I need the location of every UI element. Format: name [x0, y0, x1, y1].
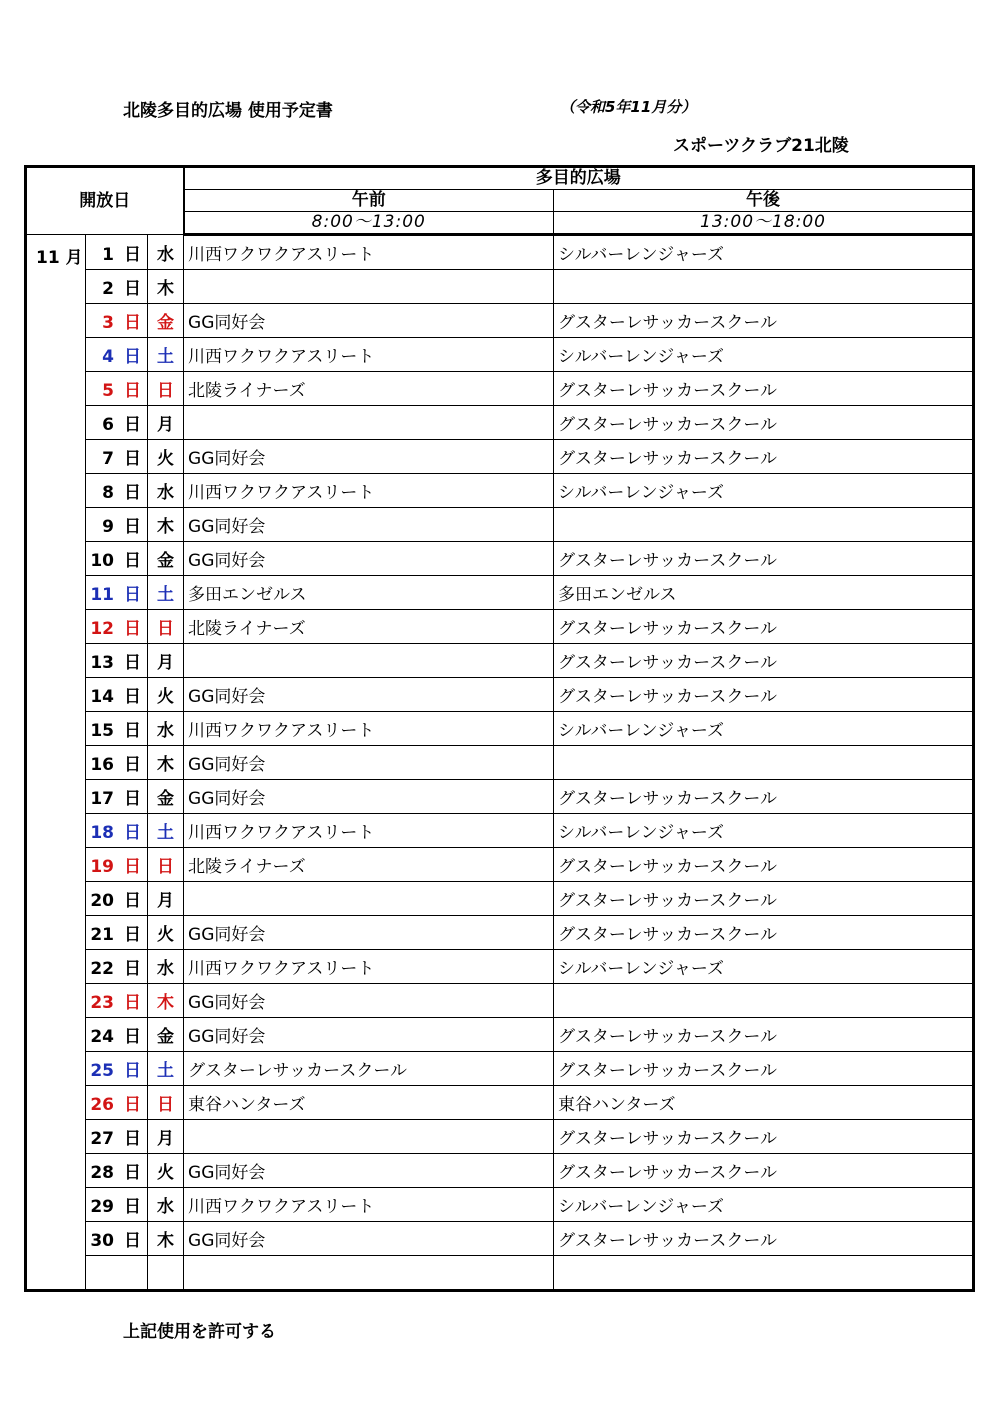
am-user-cell: GG同好会 — [184, 1018, 554, 1052]
weekday-cell: 金 — [148, 542, 184, 576]
day-cell — [86, 338, 148, 372]
weekday-cell: 月 — [148, 1120, 184, 1154]
day-cell — [86, 746, 148, 780]
pm-user-cell: グスターレサッカースクール — [554, 372, 974, 406]
am-user-cell: 北陵ライナーズ — [184, 610, 554, 644]
pm-user-cell: グスターレサッカースクール — [554, 1222, 974, 1256]
table-row — [26, 542, 974, 576]
am-user-cell: GG同好会 — [184, 916, 554, 950]
document-title: 北陵多目的広場 使用予定書 — [123, 101, 333, 121]
day-suffix: 日 — [124, 721, 141, 741]
am-user-cell: 川西ワクワクアスリート — [184, 950, 554, 984]
pm-user-cell: グスターレサッカースクール — [554, 1052, 974, 1086]
pm-user-cell: グスターレサッカースクール — [554, 542, 974, 576]
am-user-cell: GG同好会 — [184, 508, 554, 542]
field-header: 多目的広場 — [184, 167, 974, 190]
weekday-cell: 木 — [148, 984, 184, 1018]
day-number: 6 — [102, 415, 114, 435]
pm-user-cell: グスターレサッカースクール — [554, 916, 974, 950]
pm-header: 午後 — [554, 190, 974, 212]
am-header: 午前 — [184, 190, 554, 212]
am-user-cell — [184, 406, 554, 440]
table-row — [26, 644, 974, 678]
month-cell: 11 月 — [26, 235, 86, 1291]
day-cell — [86, 270, 148, 304]
table-row — [26, 1052, 974, 1086]
pm-user-cell: グスターレサッカースクール — [554, 644, 974, 678]
am-user-cell: GG同好会 — [184, 746, 554, 780]
day-number: 16 — [90, 755, 114, 775]
day-number: 4 — [102, 347, 114, 367]
schedule-body — [26, 235, 974, 1291]
weekday-cell: 水 — [148, 712, 184, 746]
pm-user-cell: グスターレサッカースクール — [554, 304, 974, 338]
table-row — [26, 984, 974, 1018]
pm-user-cell: グスターレサッカースクール — [554, 882, 974, 916]
day-number: 25 — [90, 1061, 114, 1081]
day-number: 24 — [90, 1027, 114, 1047]
day-cell — [86, 848, 148, 882]
day-cell — [86, 712, 148, 746]
weekday-cell: 日 — [148, 848, 184, 882]
table-row — [26, 338, 974, 372]
day-suffix: 日 — [124, 347, 141, 367]
day-number: 1 — [102, 244, 114, 265]
am-user-cell: GG同好会 — [184, 1222, 554, 1256]
day-number: 8 — [102, 483, 114, 503]
day-cell — [86, 304, 148, 338]
day-cell — [86, 780, 148, 814]
day-cell — [86, 406, 148, 440]
day-suffix: 日 — [124, 959, 141, 979]
day-suffix: 日 — [124, 551, 141, 571]
weekday-cell: 水 — [148, 1188, 184, 1222]
day-cell — [86, 474, 148, 508]
day-number: 17 — [90, 789, 114, 809]
day-cell — [86, 984, 148, 1018]
am-user-cell: GG同好会 — [184, 440, 554, 474]
weekday-cell: 水 — [148, 235, 184, 270]
am-user-cell — [184, 1256, 554, 1291]
weekday-cell: 日 — [148, 1086, 184, 1120]
weekday-cell: 火 — [148, 678, 184, 712]
day-cell — [86, 1018, 148, 1052]
weekday-cell: 木 — [148, 746, 184, 780]
am-user-cell: グスターレサッカースクール — [184, 1052, 554, 1086]
weekday-cell: 水 — [148, 950, 184, 984]
pm-user-cell: 多田エンゼルス — [554, 576, 974, 610]
table-row — [26, 372, 974, 406]
pm-user-cell: グスターレサッカースクール — [554, 848, 974, 882]
pm-user-cell: グスターレサッカースクール — [554, 1018, 974, 1052]
weekday-cell: 月 — [148, 882, 184, 916]
day-suffix: 日 — [124, 279, 141, 299]
am-user-cell: GG同好会 — [184, 542, 554, 576]
day-cell — [86, 1188, 148, 1222]
pm-user-cell: グスターレサッカースクール — [554, 440, 974, 474]
am-user-cell: GG同好会 — [184, 984, 554, 1018]
table-row — [26, 1018, 974, 1052]
day-number: 3 — [102, 313, 114, 333]
day-suffix: 日 — [124, 891, 141, 911]
table-row — [26, 576, 974, 610]
table-row — [26, 474, 974, 508]
day-cell — [86, 1052, 148, 1086]
pm-user-cell: グスターレサッカースクール — [554, 1120, 974, 1154]
pm-time-header: 13:00～18:00 — [554, 212, 974, 235]
approval-note: 上記使用を許可する — [123, 1322, 276, 1342]
day-cell — [86, 882, 148, 916]
pm-user-cell: シルバーレンジャーズ — [554, 712, 974, 746]
pm-user-cell: グスターレサッカースクール — [554, 1154, 974, 1188]
day-suffix: 日 — [124, 585, 141, 605]
day-number: 22 — [90, 959, 114, 979]
am-user-cell — [184, 270, 554, 304]
organization-name: スポーツクラブ21北陵 — [673, 136, 849, 156]
day-suffix: 日 — [124, 1163, 141, 1183]
pm-user-cell: シルバーレンジャーズ — [554, 1188, 974, 1222]
day-number: 28 — [90, 1163, 114, 1183]
am-user-cell: 川西ワクワクアスリート — [184, 814, 554, 848]
day-suffix: 日 — [124, 1095, 141, 1115]
weekday-cell: 土 — [148, 338, 184, 372]
am-user-cell: 多田エンゼルス — [184, 576, 554, 610]
weekday-cell: 日 — [148, 610, 184, 644]
day-cell — [86, 440, 148, 474]
table-row — [26, 1188, 974, 1222]
table-row — [26, 1086, 974, 1120]
kaiho-header: 開放日 — [26, 167, 184, 235]
day-number: 30 — [90, 1231, 114, 1251]
day-number: 15 — [90, 721, 114, 741]
day-cell — [86, 508, 148, 542]
day-suffix: 日 — [124, 1197, 141, 1217]
schedule-table — [24, 165, 975, 1292]
pm-user-cell: グスターレサッカースクール — [554, 610, 974, 644]
day-cell — [86, 542, 148, 576]
day-cell — [86, 1154, 148, 1188]
table-row — [26, 678, 974, 712]
table-row — [26, 1222, 974, 1256]
pm-user-cell: グスターレサッカースクール — [554, 780, 974, 814]
day-number: 14 — [90, 687, 114, 707]
day-suffix: 日 — [124, 687, 141, 707]
table-row — [26, 508, 974, 542]
am-user-cell — [184, 1120, 554, 1154]
day-cell — [86, 814, 148, 848]
weekday-cell: 土 — [148, 1052, 184, 1086]
am-user-cell: GG同好会 — [184, 1154, 554, 1188]
weekday-cell: 木 — [148, 508, 184, 542]
day-cell — [86, 644, 148, 678]
am-user-cell — [184, 644, 554, 678]
table-row — [26, 746, 974, 780]
day-number: 13 — [90, 653, 114, 673]
pm-user-cell: グスターレサッカースクール — [554, 406, 974, 440]
table-row — [26, 610, 974, 644]
weekday-cell: 土 — [148, 576, 184, 610]
weekday-cell: 火 — [148, 440, 184, 474]
table-row — [26, 406, 974, 440]
day-suffix: 日 — [124, 755, 141, 775]
table-row — [26, 882, 974, 916]
weekday-cell: 火 — [148, 916, 184, 950]
am-user-cell: 川西ワクワクアスリート — [184, 474, 554, 508]
weekday-cell: 土 — [148, 814, 184, 848]
weekday-cell: 木 — [148, 270, 184, 304]
pm-user-cell — [554, 270, 974, 304]
day-cell — [86, 1222, 148, 1256]
day-suffix: 日 — [124, 517, 141, 537]
day-number: 10 — [90, 551, 114, 571]
table-row — [26, 1154, 974, 1188]
table-row — [26, 814, 974, 848]
pm-user-cell — [554, 746, 974, 780]
day-suffix: 日 — [124, 653, 141, 673]
am-user-cell: 川西ワクワクアスリート — [184, 1188, 554, 1222]
day-cell — [86, 678, 148, 712]
table-row — [26, 712, 974, 746]
day-suffix: 日 — [124, 619, 141, 639]
day-number: 29 — [90, 1197, 114, 1217]
day-number: 5 — [102, 381, 114, 401]
table-row — [26, 1256, 974, 1291]
weekday-cell — [148, 1256, 184, 1291]
weekday-cell: 木 — [148, 1222, 184, 1256]
am-user-cell: GG同好会 — [184, 678, 554, 712]
day-number: 26 — [90, 1095, 114, 1115]
table-row — [26, 304, 974, 338]
day-suffix: 日 — [124, 415, 141, 435]
day-number: 9 — [102, 517, 114, 537]
am-time-header: 8:00～13:00 — [184, 212, 554, 235]
day-cell — [86, 916, 148, 950]
day-cell — [86, 1086, 148, 1120]
day-number: 21 — [90, 925, 114, 945]
weekday-cell: 月 — [148, 644, 184, 678]
day-suffix: 日 — [124, 381, 141, 401]
table-row — [26, 916, 974, 950]
weekday-cell: 月 — [148, 406, 184, 440]
table-row — [26, 440, 974, 474]
day-suffix: 日 — [124, 789, 141, 809]
pm-user-cell: シルバーレンジャーズ — [554, 235, 974, 270]
pm-user-cell: 東谷ハンターズ — [554, 1086, 974, 1120]
table-row — [26, 235, 974, 270]
table-row — [26, 1120, 974, 1154]
day-number: 18 — [90, 823, 114, 843]
day-number: 23 — [90, 993, 114, 1013]
table-row — [26, 848, 974, 882]
day-cell — [86, 1256, 148, 1291]
am-user-cell: 川西ワクワクアスリート — [184, 235, 554, 270]
day-suffix: 日 — [124, 925, 141, 945]
day-suffix: 日 — [124, 1027, 141, 1047]
day-cell — [86, 235, 148, 270]
weekday-cell: 日 — [148, 372, 184, 406]
day-number: 27 — [90, 1129, 114, 1149]
am-user-cell: 北陵ライナーズ — [184, 848, 554, 882]
pm-user-cell: グスターレサッカースクール — [554, 678, 974, 712]
day-suffix: 日 — [124, 244, 141, 265]
day-suffix: 日 — [124, 1231, 141, 1251]
pm-user-cell: シルバーレンジャーズ — [554, 814, 974, 848]
pm-user-cell: シルバーレンジャーズ — [554, 950, 974, 984]
day-cell — [86, 372, 148, 406]
weekday-cell: 金 — [148, 1018, 184, 1052]
day-cell — [86, 610, 148, 644]
day-number: 7 — [102, 449, 114, 469]
document-period: （令和5年11月分） — [560, 98, 697, 116]
table-row — [26, 270, 974, 304]
weekday-cell: 金 — [148, 780, 184, 814]
day-number: 11 — [90, 585, 114, 605]
weekday-cell: 水 — [148, 474, 184, 508]
day-suffix: 日 — [124, 313, 141, 333]
day-suffix: 日 — [124, 823, 141, 843]
am-user-cell: 川西ワクワクアスリート — [184, 338, 554, 372]
day-cell — [86, 1120, 148, 1154]
pm-user-cell: シルバーレンジャーズ — [554, 338, 974, 372]
am-user-cell: GG同好会 — [184, 780, 554, 814]
am-user-cell: GG同好会 — [184, 304, 554, 338]
day-suffix: 日 — [124, 449, 141, 469]
day-number: 19 — [90, 857, 114, 877]
day-suffix: 日 — [124, 483, 141, 503]
am-user-cell: 北陵ライナーズ — [184, 372, 554, 406]
day-cell — [86, 950, 148, 984]
day-number: 12 — [90, 619, 114, 639]
day-suffix: 日 — [124, 993, 141, 1013]
weekday-cell: 火 — [148, 1154, 184, 1188]
pm-user-cell: シルバーレンジャーズ — [554, 474, 974, 508]
day-number: 20 — [90, 891, 114, 911]
am-user-cell — [184, 882, 554, 916]
day-suffix: 日 — [124, 1061, 141, 1081]
am-user-cell: 川西ワクワクアスリート — [184, 712, 554, 746]
table-row — [26, 780, 974, 814]
day-cell — [86, 576, 148, 610]
pm-user-cell — [554, 1256, 974, 1291]
pm-user-cell — [554, 508, 974, 542]
day-suffix: 日 — [124, 857, 141, 877]
am-user-cell: 東谷ハンターズ — [184, 1086, 554, 1120]
day-number: 2 — [102, 279, 114, 299]
pm-user-cell — [554, 984, 974, 1018]
weekday-cell: 金 — [148, 304, 184, 338]
table-row — [26, 950, 974, 984]
day-suffix: 日 — [124, 1129, 141, 1149]
